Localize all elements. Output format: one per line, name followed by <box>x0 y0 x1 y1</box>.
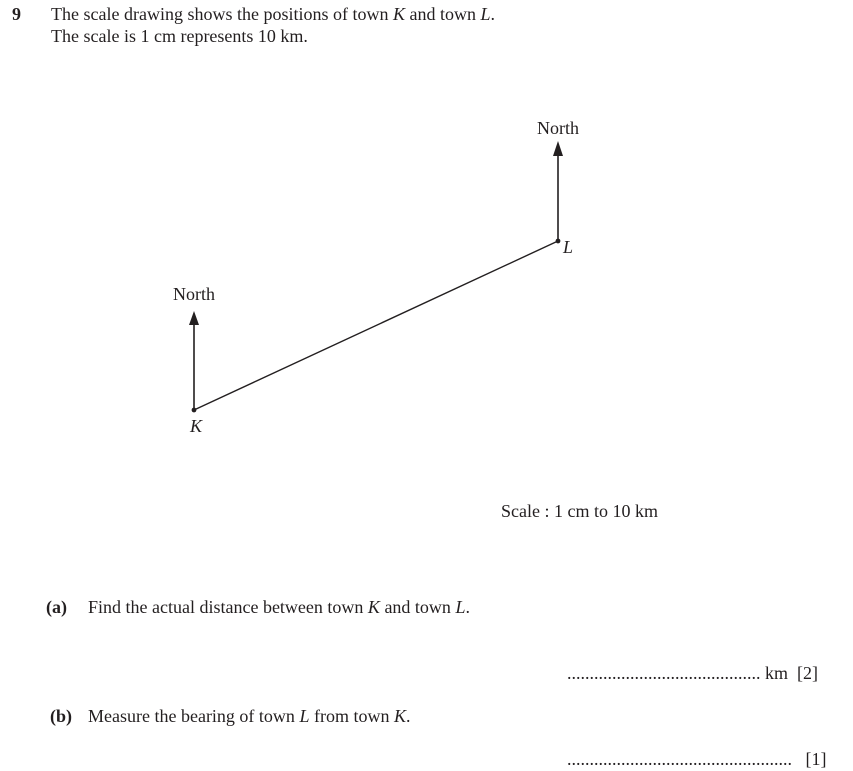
town-l-label: L <box>563 237 574 257</box>
question-intro-line1: The scale drawing shows the positions of town K and town L. <box>51 4 495 24</box>
town-l-point <box>556 239 561 244</box>
town-k-label: K <box>190 416 203 436</box>
north-arrow-k-head <box>189 311 199 325</box>
part-a-unit: km <box>765 663 789 683</box>
part-a-marks: [2] <box>797 663 819 683</box>
question-intro-line2: The scale is 1 cm represents 10 km. <box>51 26 308 46</box>
part-b-marks: [1] <box>805 749 827 769</box>
part-b-answer-line[interactable] <box>567 749 827 770</box>
part-a-question: Find the actual distance between town K and town L. <box>88 597 470 617</box>
town-k-point <box>192 408 197 413</box>
part-b-question: Measure the bearing of town L from town K. <box>88 706 411 726</box>
part-a-label: (a) <box>46 597 67 617</box>
scale-label: Scale : 1 cm to 10 km <box>501 501 658 521</box>
part-a-answer-dots[interactable]: ........................................... <box>567 663 761 683</box>
line-k-to-l <box>194 241 558 410</box>
question-number: 9 <box>12 4 21 24</box>
part-b-label: (b) <box>50 706 72 726</box>
part-b-answer-dots[interactable]: .................................................. <box>567 749 792 769</box>
north-arrow-l-head <box>553 141 563 156</box>
north-label-k: North <box>173 284 215 304</box>
north-label-l: North <box>537 118 579 138</box>
part-a-answer-line[interactable] <box>567 663 818 684</box>
